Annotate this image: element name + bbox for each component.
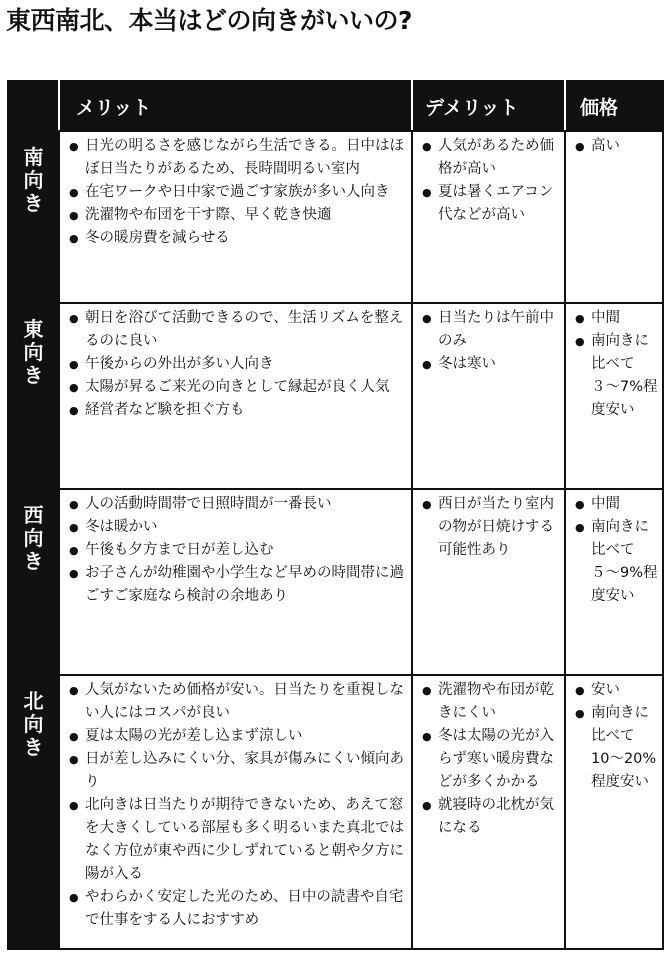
price-west (565, 489, 663, 675)
price-item: ● 中間 (575, 307, 658, 330)
merit-item: ● 午後からの外出が多い人向き (69, 353, 407, 376)
merit-item: ● 夏は太陽の光が差し込まず涼しい (69, 725, 407, 748)
merit-item: ● 北向きは日当たりが期待できないため、あえて窓を大きくしている部屋も多く明るいまた真北ではなく方位が東や西に少しずれていると朝や夕方に陽が入る (69, 794, 407, 886)
merit-item: ● 日光の明るさを感じながら生活できる。日中はほぼ日当たりがあるため、長時間明るい室内 (69, 135, 407, 181)
demerit-item: ● 西日が当たり室内の物が日焼けする可能性あり (422, 493, 560, 562)
price-south (565, 131, 663, 303)
demerit-item: ● 冬は太陽の光が入らず寒い暖房費などが多くかかる (422, 725, 560, 794)
row-north (8, 675, 663, 949)
header-corner (8, 81, 59, 131)
row-label-east (8, 303, 59, 489)
merits-north (59, 675, 412, 949)
header-merit: メリット (59, 81, 412, 131)
demerit-item: ● 夏は暑くエアコン代などが高い (422, 181, 560, 227)
page-title: 東西南北、本当はどの向きがいいの? (6, 6, 413, 35)
price-item: ● 中間 (575, 493, 658, 516)
merit-item: ● 冬は暖かい (69, 516, 407, 539)
merit-item: ● 日が差し込みにくい分、家具が傷みにくい傾向あり (69, 748, 407, 794)
merit-item: ● 洗濯物や布団を干す際、早く乾き快適 (69, 204, 407, 227)
merit-item: ● 人の活動時間帯で日照時間が一番長い (69, 493, 407, 516)
row-label-south (8, 131, 59, 303)
demerit-item: ● 日当たりは午前中のみ (422, 307, 560, 353)
merit-item: ● 人気がないため価格が安い。日当たりを重視しない人にはコスパが良い (69, 679, 407, 725)
header-demerit: デメリット (412, 81, 565, 131)
direction-label: 南向き (23, 145, 44, 215)
price-item: ● 南向きに比べて３〜7%程度安い (575, 330, 658, 422)
merit-item: ● 在宅ワークや日中家で過ごす家族が多い人向き (69, 181, 407, 204)
row-east (8, 303, 663, 489)
merits-west (59, 489, 412, 675)
merit-item: ● 午後も夕方まで日が差し込む (69, 539, 407, 562)
row-south (8, 131, 663, 303)
row-west (8, 489, 663, 675)
merits-south (59, 131, 412, 303)
direction-comparison-table (7, 80, 664, 950)
price-item: ● 安い (575, 679, 658, 702)
demerits-north (412, 675, 565, 949)
row-label-north (8, 675, 59, 949)
direction-label: 西向き (23, 503, 44, 573)
merit-item: ● 朝日を浴びて活動できるので、生活リズムを整えるのに良い (69, 307, 407, 353)
header-row (8, 81, 663, 131)
demerit-item: ● 洗濯物や布団が乾きにくい (422, 679, 560, 725)
price-item: ● 南向きに比べて10〜20%程度安い (575, 702, 658, 794)
demerit-item: ● 冬は寒い (422, 353, 560, 376)
demerits-south (412, 131, 565, 303)
merit-item: ● 太陽が昇るご来光の向きとして縁起が良く人気 (69, 376, 407, 399)
demerit-item: ● 就寝時の北枕が気になる (422, 794, 560, 840)
price-item: ● 南向きに比べて５〜9%程度安い (575, 516, 658, 608)
direction-label: 北向き (23, 689, 44, 759)
header-price: 価格 (565, 81, 663, 131)
demerits-west (412, 489, 565, 675)
demerit-item: ● 人気があるため価格が高い (422, 135, 560, 181)
merits-east (59, 303, 412, 489)
price-item: ● 高い (575, 135, 658, 158)
merit-item: ● お子さんが幼稚園や小学生など早めの時間帯に過ごすご家庭なら検討の余地あり (69, 562, 407, 608)
row-label-west (8, 489, 59, 675)
price-east (565, 303, 663, 489)
merit-item: ● 冬の暖房費を減らせる (69, 227, 407, 250)
direction-label: 東向き (23, 317, 44, 387)
demerits-east (412, 303, 565, 489)
merit-item: ● 経営者など験を担ぐ方も (69, 399, 407, 422)
price-north (565, 675, 663, 949)
merit-item: ● やわらかく安定した光のため、日中の読書や自宅で仕事をする人におすすめ (69, 886, 407, 932)
